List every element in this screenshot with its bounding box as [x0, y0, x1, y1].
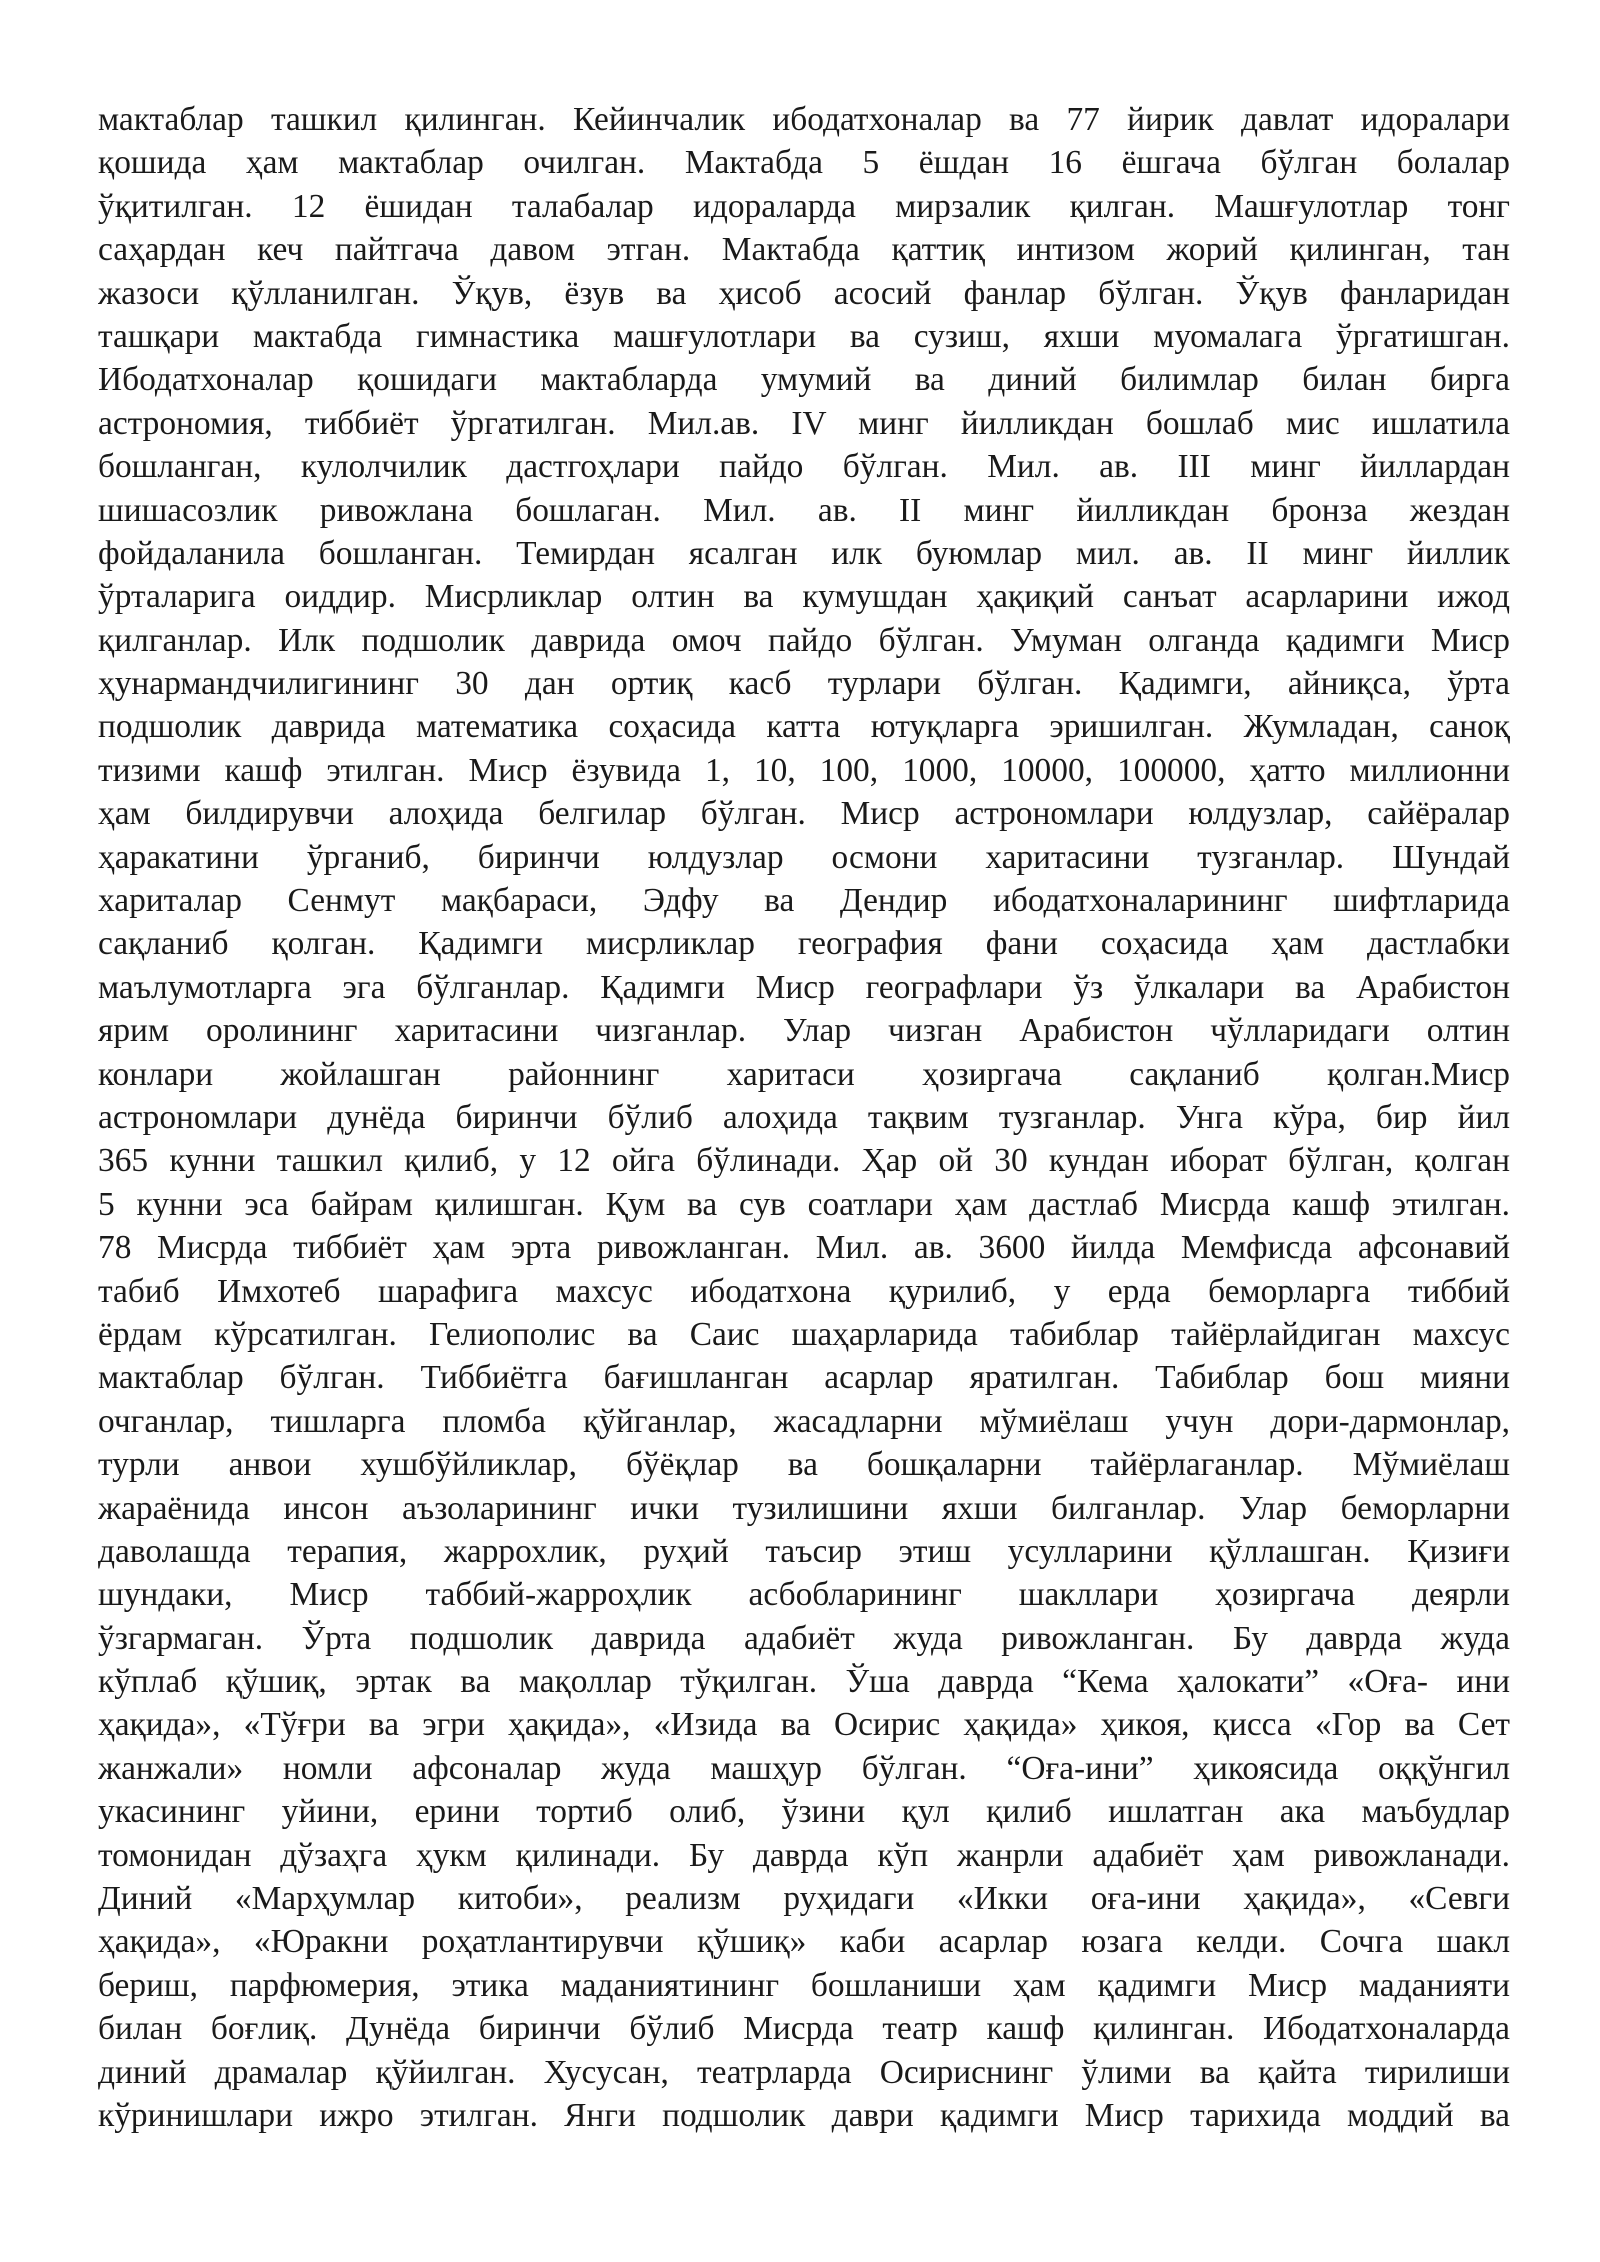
text-line: 365 кунни ташкил қилиб, у 12 ойга бўлинади. Ҳар ой 30 кундан иборат бўлган, қолган	[98, 1142, 1510, 1180]
text-line: подшолик даврида математика соҳасида катта ютуқларга эришилган. Жумладан, саноқ	[98, 708, 1510, 746]
text-line: кўплаб қўшиқ, эртак ва мақоллар тўқилган. Ўша даврда “Кема ҳалокати” «Оға- ини	[98, 1663, 1510, 1701]
text-line: сақланиб қолган. Қадимги мисрликлар география фани соҳасида ҳам дастлабки	[98, 925, 1510, 963]
text-line: жараёнида инсон аъзоларининг ички тузилишини яхши билганлар. Улар беморларни	[98, 1489, 1510, 1527]
text-line: 5 кунни эса байрам қилишган. Қум ва сув соатлари ҳам дастлаб Мисрда кашф этилган.	[98, 1185, 1510, 1223]
text-line: конлари жойлашган районнинг харитаси ҳозиргача сақланиб қолган.Миср	[98, 1055, 1510, 1093]
text-line: ҳаракатини ўрганиб, биринчи юлдузлар осмони харитасини тузганлар. Шундай	[98, 838, 1510, 876]
text-line: саҳардан кеч пайтгача давом этган. Мактабда қаттиқ интизом жорий қилинган, тан	[98, 231, 1510, 269]
text-line: ҳунармандчилигининг 30 дан ортиқ касб турлари бўлган. Қадимги, айниқса, ўрта	[98, 665, 1510, 703]
text-line: Диний «Марҳумлар китоби», реализм руҳидаги «Икки оға-ини ҳақида», «Севги	[98, 1880, 1510, 1918]
text-line: ярим оролининг харитасини чизганлар. Улар чизган Арабистон чўлларидаги олтин	[98, 1012, 1510, 1050]
text-line: жанжали» номли афсоналар жуда машҳур бўлган. “Оға-ини” ҳикоясида оққўнгил	[98, 1749, 1510, 1787]
text-line: Ибодатхоналар қошидаги мактабларда умумий ва диний билимлар билан бирга	[98, 361, 1510, 399]
text-line: қошида ҳам мактаблар очилган. Мактабда 5 ёшдан 16 ёшгача бўлган болалар	[98, 144, 1510, 182]
text-line: маълумотларга эга бўлганлар. Қадимги Миср географлари ўз ўлкалари ва Арабистон	[98, 968, 1510, 1006]
text-line: ҳақида», «Юракни роҳатлантирувчи қўшиқ» каби асарлар юзага келди. Сочга шакл	[98, 1923, 1510, 1961]
text-line: фойдаланила бошланган. Темирдан ясалган илк буюмлар мил. ав. II минг йиллик	[98, 534, 1510, 572]
text-line: 78 Мисрда тиббиёт ҳам эрта ривожланган. Мил. ав. 3600 йилда Мемфисда афсонавий	[98, 1229, 1510, 1267]
text-line: кўринишлари ижро этилган. Янги подшолик даври қадимги Миср тарихида моддий ва	[98, 2096, 1510, 2134]
text-line: укасининг уйини, ерини тортиб олиб, ўзини қул қилиб ишлатган ака маъбудлар	[98, 1793, 1510, 1831]
body-text	[98, 98, 1510, 2137]
text-line: шундаки, Миср таббий-жарроҳлик асбобларининг шакллари ҳозиргача деярли	[98, 1576, 1510, 1614]
text-line: томонидан дўзаҳга ҳукм қилинади. Бу даврда кўп жанрли адабиёт ҳам ривожланади.	[98, 1836, 1510, 1874]
text-line: бошланган, кулолчилик дастгоҳлари пайдо бўлган. Мил. ав. III минг йиллардан	[98, 448, 1510, 486]
text-line: табиб Имхотеб шарафига махсус ибодатхона қурилиб, у ерда беморларга тиббий	[98, 1272, 1510, 1310]
text-line: ёрдам кўрсатилган. Гелиополис ва Саис шаҳарларида табиблар тайёрлайдиган махсус	[98, 1315, 1510, 1353]
text-line: очганлар, тишларга пломба қўйганлар, жасадларни мўмиёлаш учун дори-дармонлар,	[98, 1402, 1510, 1440]
text-line: турли анвои хушбўйликлар, бўёқлар ва бошқаларни тайёрлаганлар. Мўмиёлаш	[98, 1446, 1510, 1484]
text-line: бериш, парфюмерия, этика маданиятининг бошланиши ҳам қадимги Миср маданияти	[98, 1966, 1510, 2004]
text-line: ўрталарига оиддир. Мисрликлар олтин ва кумушдан ҳақиқий санъат асарларини ижод	[98, 578, 1510, 616]
text-line: астрономлари дунёда биринчи бўлиб алоҳида тақвим тузганлар. Унга кўра, бир йил	[98, 1098, 1510, 1136]
text-line: билан боғлиқ. Дунёда биринчи бўлиб Мисрда театр кашф қилинган. Ибодатхоналарда	[98, 2010, 1510, 2048]
text-line: даволашда терапия, жаррохлик, руҳий таъсир этиш усулларини қўллашган. Қизиғи	[98, 1532, 1510, 1570]
text-line: шишасозлик ривожлана бошлаган. Мил. ав. II минг йилликдан бронза жездан	[98, 491, 1510, 529]
text-line: жазоси қўлланилган. Ўқув, ёзув ва ҳисоб асосий фанлар бўлган. Ўқув фанларидан	[98, 274, 1510, 312]
text-line: ўзгармаган. Ўрта подшолик даврида адабиёт жуда ривожланган. Бу даврда жуда	[98, 1619, 1510, 1657]
text-line: мактаблар бўлган. Тиббиётга бағишланган асарлар яратилган. Табиблар бош мияни	[98, 1359, 1510, 1397]
text-line: ҳақида», «Тўғри ва эгри ҳақида», «Изида ва Осирис ҳақида» ҳикоя, қисса «Гор ва Сет	[98, 1706, 1510, 1744]
text-line: ҳам билдирувчи алоҳида белгилар бўлган. Миср астрономлари юлдузлар, сайёралар	[98, 795, 1510, 833]
text-line: диний драмалар қўйилган. Хусусан, театрларда Осириснинг ўлими ва қайта тирилиши	[98, 2053, 1510, 2091]
text-line: астрономия, тиббиёт ўргатилган. Мил.ав. IV минг йилликдан бошлаб мис ишлатила	[98, 404, 1510, 442]
text-line: ташқари мактабда гимнастика машғулотлари ва сузиш, яхши муомалага ўргатишган.	[98, 317, 1510, 355]
text-line: хариталар Сенмут мақбараси, Эдфу ва Дендир ибодатхоналарининг шифтларида	[98, 882, 1510, 920]
text-line: қилганлар. Илк подшолик даврида омоч пайдо бўлган. Умуман олганда қадимги Миср	[98, 621, 1510, 659]
text-line: мактаблар ташкил қилинган. Кейинчалик ибодатхоналар ва 77 йирик давлат идоралари	[98, 101, 1510, 138]
text-line: тизими кашф этилган. Миср ёзувида 1, 10, 100, 1000, 10000, 100000, ҳатто миллионни	[98, 751, 1510, 789]
text-line: ўқитилган. 12 ёшидан талабалар идораларда мирзалик қилган. Машғулотлар тонг	[98, 187, 1510, 225]
